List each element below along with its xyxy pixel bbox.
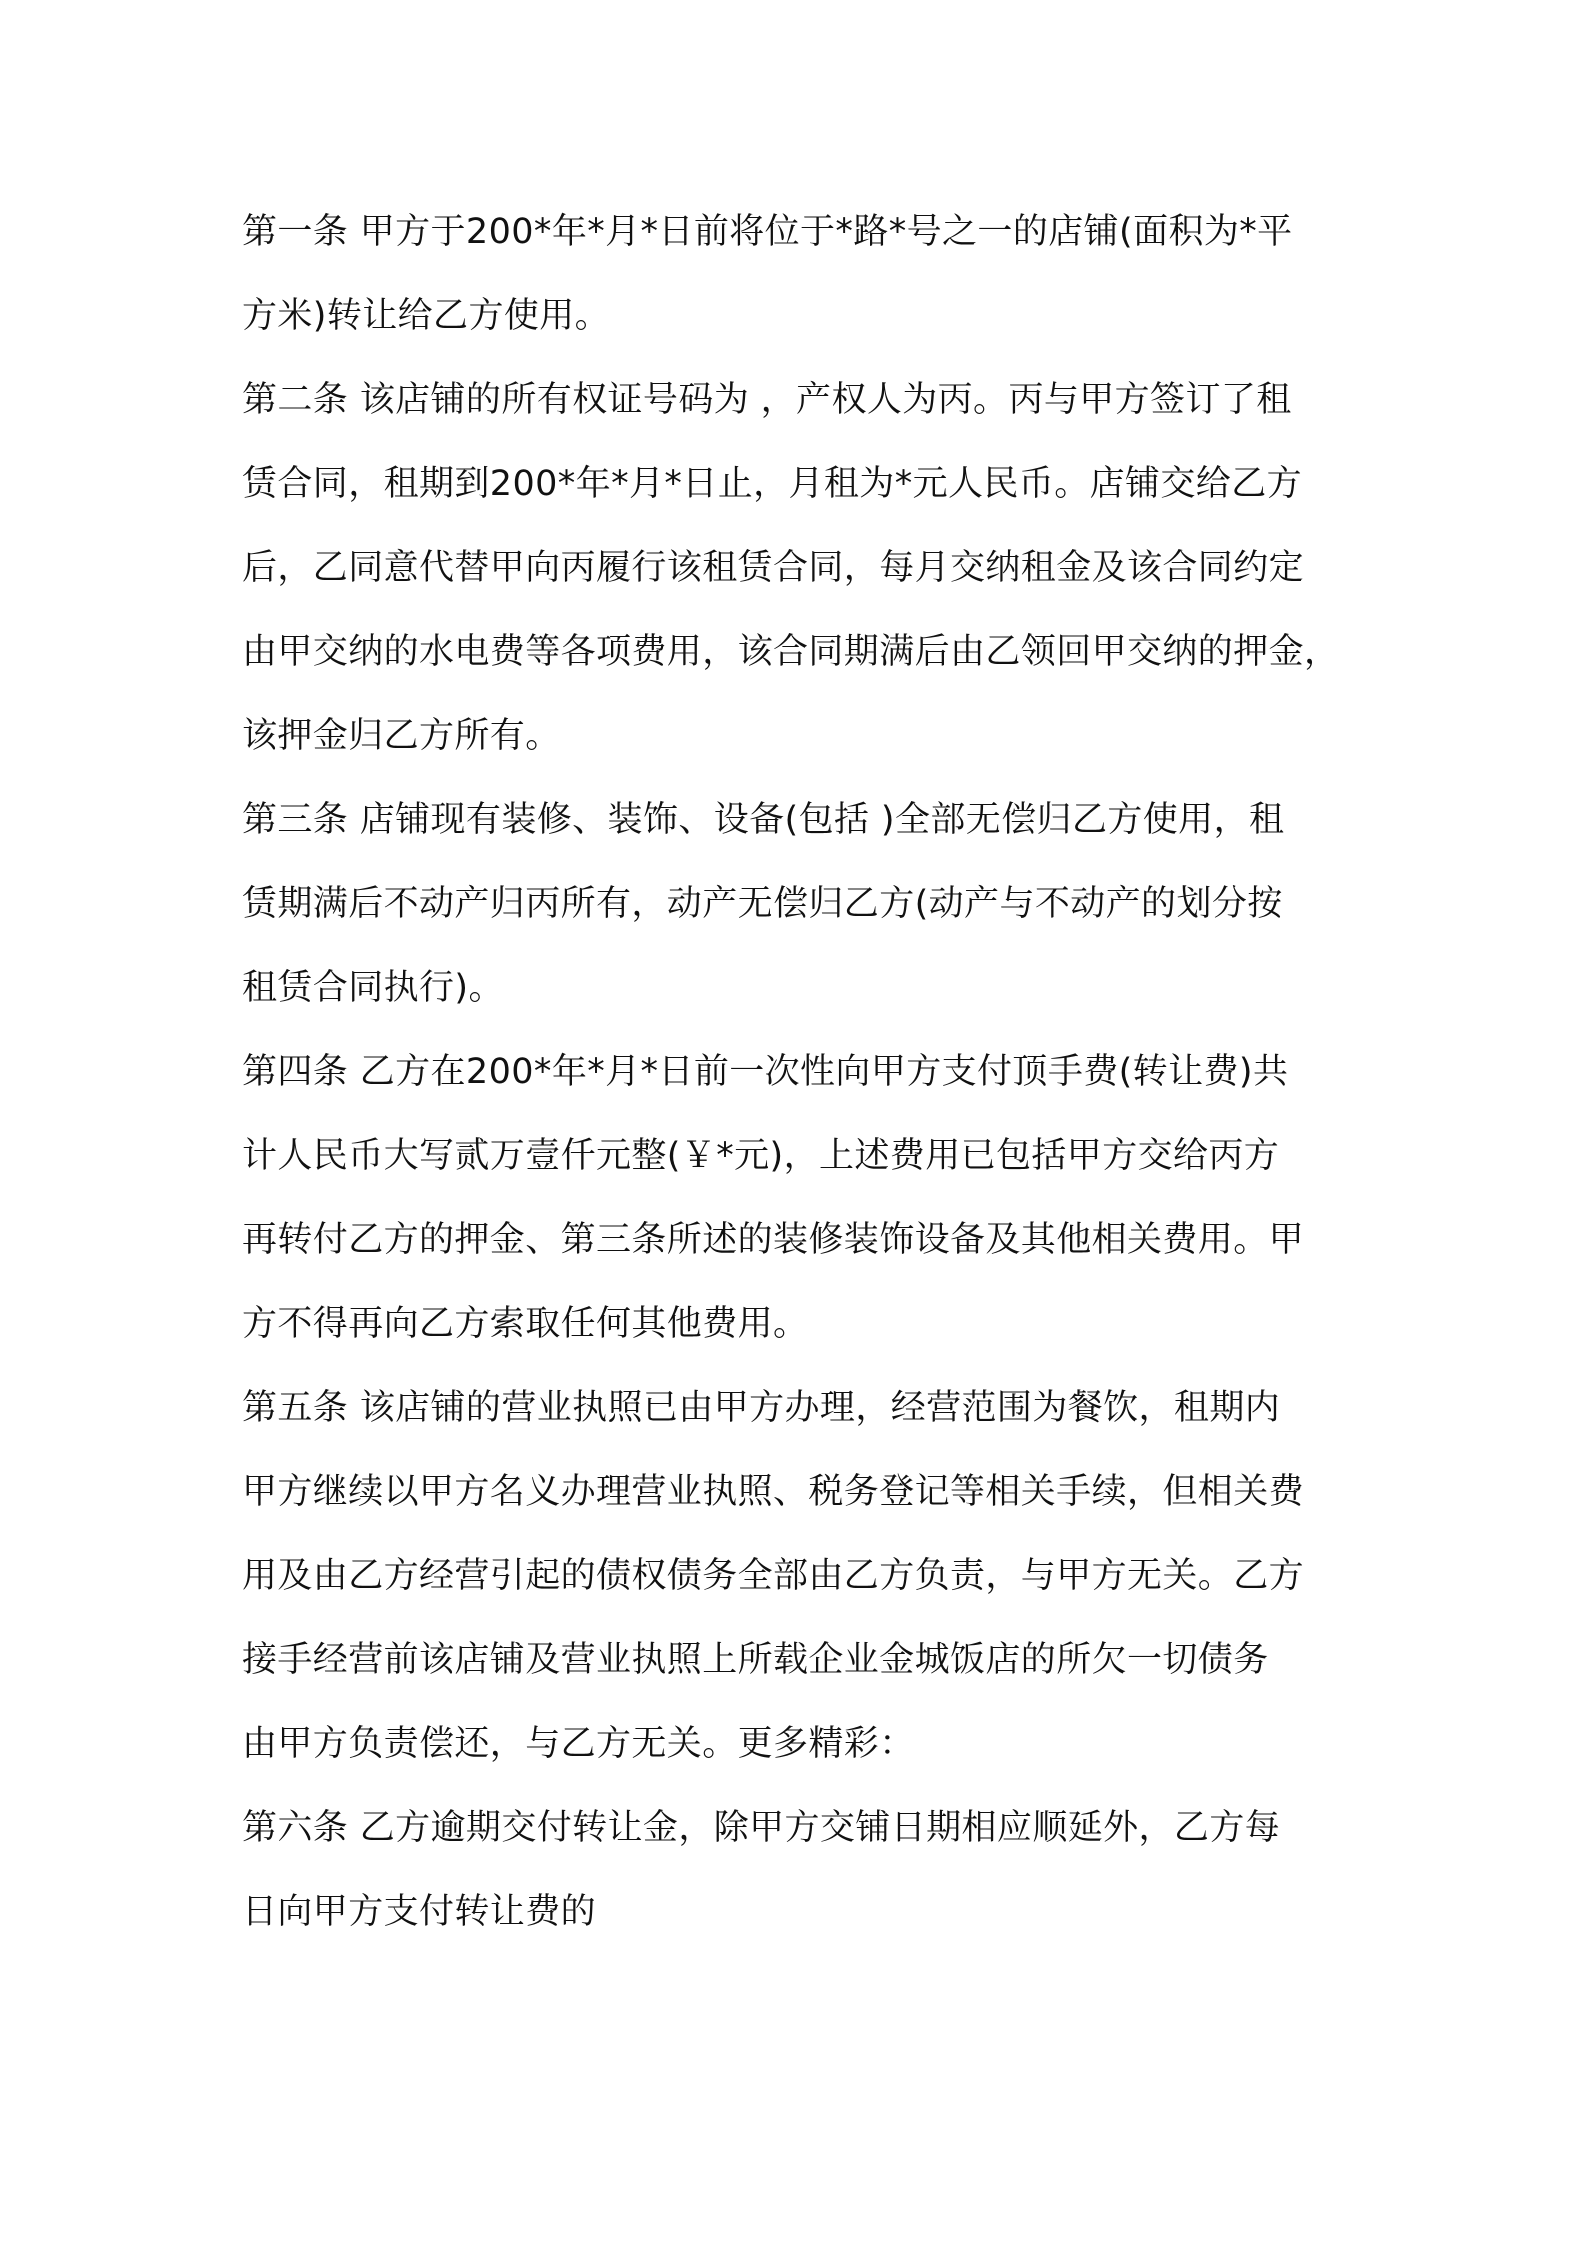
article-5-line-4: 接手经营前该店铺及营业执照上所载企业金城饭店的所欠一切债务 xyxy=(242,1640,1269,1680)
article-5-line-3: 用及由乙方经营引起的债权债务全部由乙方负责，与甲方无关。乙方 xyxy=(242,1556,1305,1596)
article-2-line-4: 由甲交纳的水电费等各项费用，该合同期满后由乙领回甲交纳的押金， xyxy=(242,632,1340,672)
article-5-line-1: 第五条 该店铺的营业执照已由甲方办理，经营范围为餐饮，租期内 xyxy=(242,1388,1281,1428)
article-3-line-3: 租赁合同执行)。 xyxy=(242,968,504,1008)
article-1-line-2: 方米)转让给乙方使用。 xyxy=(242,296,611,336)
article-4-line-3: 再转付乙方的押金、第三条所述的装修装饰设备及其他相关费用。甲 xyxy=(242,1220,1305,1260)
article-4-line-4: 方不得再向乙方索取任何其他费用。 xyxy=(242,1304,809,1344)
article-2-line-2: 赁合同，租期到200*年*月*日止，月租为*元人民币。店铺交给乙方 xyxy=(242,464,1303,504)
document-body xyxy=(242,190,1352,1954)
article-6-line-1: 第六条 乙方逾期交付转让金，除甲方交铺日期相应顺延外，乙方每 xyxy=(242,1808,1281,1848)
article-4-line-1: 第四条 乙方在200*年*月*日前一次性向甲方支付顶手费(转让费)共 xyxy=(242,1052,1289,1092)
article-5-line-2: 甲方继续以甲方名义办理营业执照、税务登记等相关手续，但相关费 xyxy=(242,1472,1305,1512)
article-1-line-1: 第一条 甲方于200*年*月*日前将位于*路*号之一的店铺(面积为*平 xyxy=(242,212,1293,252)
article-2-line-1: 第二条 该店铺的所有权证号码为 ，产权人为丙。丙与甲方签订了租 xyxy=(242,380,1292,420)
article-4-line-2: 计人民币大写贰万壹仟元整(￥*元)，上述费用已包括甲方交给丙方 xyxy=(242,1136,1280,1176)
article-2-line-5: 该押金归乙方所有。 xyxy=(242,716,561,756)
article-3-line-2: 赁期满后不动产归丙所有，动产无偿归乙方(动产与不动产的划分按 xyxy=(242,884,1283,924)
article-2-line-3: 后，乙同意代替甲向丙履行该租赁合同，每月交纳租金及该合同约定 xyxy=(242,548,1305,588)
article-3-line-1: 第三条 店铺现有装修、装饰、设备(包括 )全部无偿归乙方使用，租 xyxy=(242,800,1285,840)
article-5-line-5: 由甲方负责偿还，与乙方无关。更多精彩： xyxy=(242,1724,915,1764)
article-6-line-2: 日向甲方支付转让费的 xyxy=(242,1892,597,1932)
